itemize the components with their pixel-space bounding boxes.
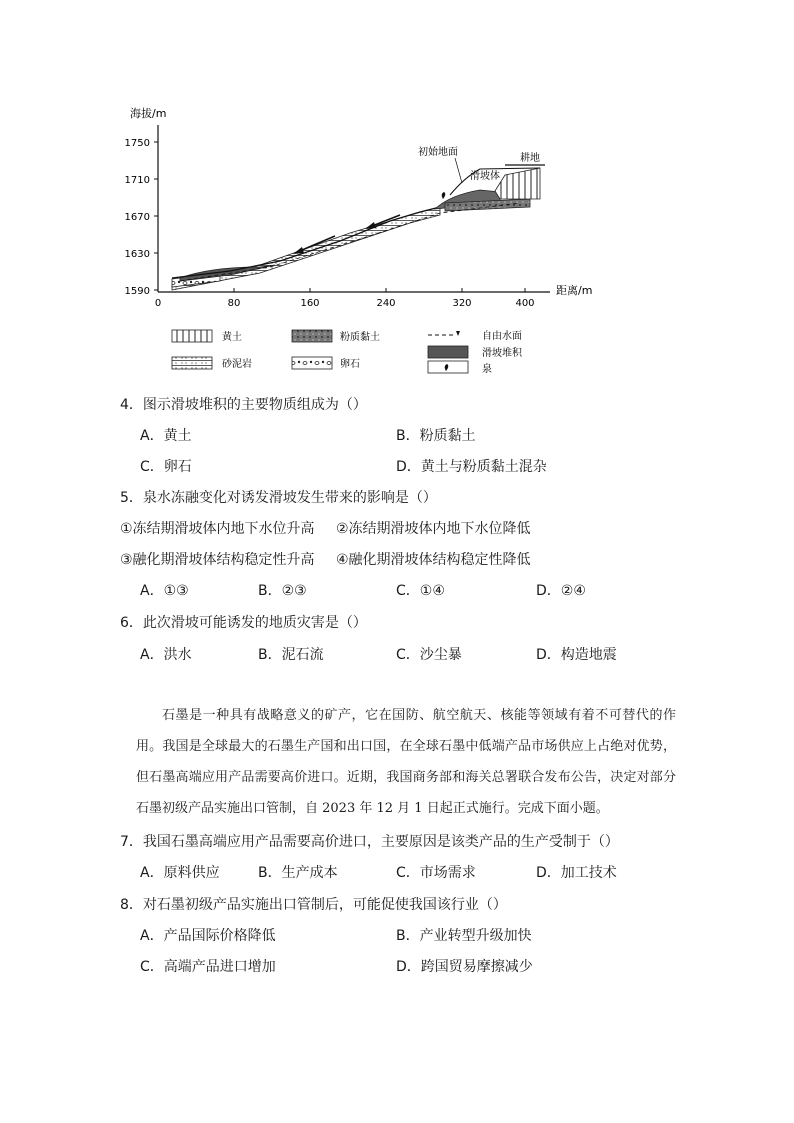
q5-statement-4: ④融化期滑坡体结构稳定性降低 (336, 552, 531, 568)
q6-option-a[interactable]: A．洪水 (140, 647, 192, 663)
graphite-passage (136, 700, 676, 824)
q7-option-c[interactable]: C．市场需求 (396, 865, 476, 881)
question-7-stem: 7．我国石墨高端应用产品需要高价进口，主要原因是该类产品的生产受制于（） (120, 834, 619, 850)
x-tick-label: 80 (227, 298, 241, 309)
q5-option-a[interactable]: A．①③ (140, 583, 189, 599)
legend-spring: 泉 (482, 364, 492, 375)
q7-option-b[interactable]: B．生产成本 (258, 865, 338, 881)
label-initial-surface: 初始地面 (418, 147, 458, 158)
q6-option-b[interactable]: B．泥石流 (258, 647, 324, 663)
x-tick-label: 160 (300, 298, 320, 309)
question-8-stem: 8．对石墨初级产品实施出口管制后，可能促使我国该行业（） (120, 897, 507, 913)
q4-option-c[interactable]: C．卵石 (140, 459, 192, 475)
y-tick-label: 1590 (124, 286, 150, 297)
x-tick-label: 320 (452, 298, 472, 309)
legend-landslide-deposit: 滑坡堆积 (482, 348, 522, 359)
q8-option-c[interactable]: C．高端产品进口增加 (140, 959, 276, 975)
y-tick-label: 1670 (124, 212, 150, 223)
slide-arrow-upper-head (365, 222, 376, 229)
legend-water-table: 自由水面 (482, 331, 522, 342)
y-tick-label: 1710 (124, 175, 150, 186)
q7-option-a[interactable]: A．原料供应 (140, 865, 220, 881)
x-tick-label: 400 (515, 298, 535, 309)
y-tick-label: 1750 (124, 138, 150, 149)
legend (172, 329, 523, 375)
y-axis-title: 海拔/m (130, 107, 167, 120)
legend-sandy-mudstone: 砂泥岩 (222, 359, 252, 370)
landslide-profile-figure (110, 95, 593, 385)
q5-statement-3: ③融化期滑坡体结构稳定性升高 (120, 552, 315, 568)
legend-silty-clay: 粉质黏土 (340, 332, 380, 343)
q5-statement-2: ②冻结期滑坡体内地下水位降低 (336, 521, 531, 537)
q7-option-d[interactable]: D．加工技术 (536, 865, 617, 881)
x-tick-label: 240 (376, 298, 396, 309)
q8-option-d[interactable]: D．跨国贸易摩擦减少 (396, 959, 533, 975)
spring-icon (442, 192, 446, 199)
q5-statement-1: ①冻结期滑坡体内地下水位升高 (120, 521, 315, 537)
x-axis-title: 距离/m (556, 284, 593, 297)
q6-option-c[interactable]: C．沙尘暴 (396, 647, 462, 663)
q8-option-b[interactable]: B．产业转型升级加快 (396, 928, 532, 944)
q4-option-b[interactable]: B．粉质黏土 (396, 428, 476, 444)
loess-layer (495, 168, 540, 199)
y-tick-label: 1630 (124, 249, 150, 260)
slope-surface (172, 197, 455, 278)
question-5-stem: 5．泉水冻融变化对诱发滑坡发生带来的影响是（） (120, 490, 437, 506)
label-farmland: 耕地 (520, 153, 540, 164)
q5-option-c[interactable]: C．①④ (396, 583, 445, 599)
q4-option-d[interactable]: D．黄土与粉质黏土混杂 (396, 459, 547, 475)
question-4-stem: 4．图示滑坡堆积的主要物质组成为（） (120, 397, 367, 413)
slide-arrow-lower-head (293, 247, 304, 254)
question-6-stem: 6．此次滑坡可能诱发的地质灾害是（） (120, 615, 367, 631)
q5-option-b[interactable]: B．②③ (258, 583, 307, 599)
q4-option-a[interactable]: A．黄土 (140, 428, 192, 444)
legend-loess: 黄土 (222, 332, 242, 343)
label-landslide-body: 滑坡体 (470, 171, 500, 182)
q8-option-a[interactable]: A．产品国际价格降低 (140, 928, 276, 944)
q6-option-d[interactable]: D．构造地震 (536, 647, 617, 663)
x-tick-label: 0 (154, 298, 162, 309)
legend-pebble: 卵石 (340, 359, 360, 370)
passage-text: 石墨是一种具有战略意义的矿产，它在国防、航空航天、核能等领域有着不可替代的作用。我国是全球最大的石墨生产国和出口国，在全球石墨中低端产品市场供应上占绝对优势，但石墨高端应用产品需要高价进口。近期，我国商务部和海关总署联合发布公告，决定对部分石墨初级产品实施出口管制，自 2023 年 12 月 1 日起正式施行。完成下面小题。 (136, 708, 676, 816)
q5-option-d[interactable]: D．②④ (536, 583, 586, 599)
